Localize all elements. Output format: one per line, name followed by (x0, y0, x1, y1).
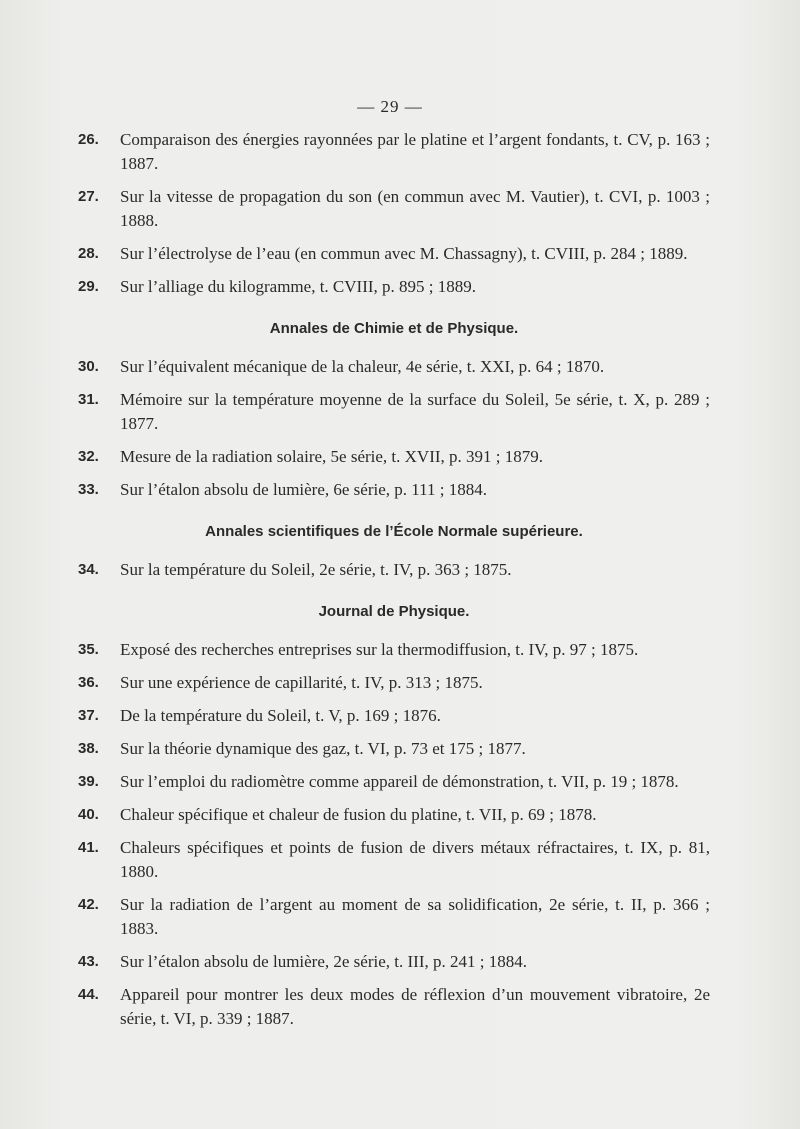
entry-number: 35. (78, 641, 99, 658)
entry-number: 41. (78, 839, 99, 856)
entry-number: 34. (78, 561, 99, 578)
entry-text: Mesure de la radiation solaire, 5e série, t. XVII, p. 391 ; 1879. (120, 447, 543, 466)
entry-number: 36. (78, 674, 99, 691)
entry-number: 31. (78, 391, 99, 408)
bibliography-entry (78, 950, 710, 974)
entry-text: Exposé des recherches entreprises sur la thermodiffusion, t. IV, p. 97 ; 1875. (120, 640, 639, 659)
entry-number: 42. (78, 896, 99, 913)
entry-text: Appareil pour montrer les deux modes de réflexion d’un mouvement vibratoire, 2e série, t. VI, p. 339 ; 1887. (120, 985, 710, 1028)
bibliography-entry (78, 185, 710, 233)
entry-text: Sur la vitesse de propagation du son (en commun avec M. Vautier), t. CVI, p. 1003 ; 1888. (120, 187, 710, 230)
entry-number: 39. (78, 773, 99, 790)
bibliography-list (78, 128, 710, 1040)
entry-number: 40. (78, 806, 99, 823)
entry-text: Sur la radiation de l’argent au moment de sa solidification, 2e série, t. II, p. 366 ; 1883. (120, 895, 710, 938)
bibliography-entry (78, 803, 710, 827)
entry-text: Sur l’emploi du radiomètre comme appareil de démonstration, t. VII, p. 19 ; 1878. (120, 772, 679, 791)
entry-text: Chaleur spécifique et chaleur de fusion du platine, t. VII, p. 69 ; 1878. (120, 805, 597, 824)
section-heading: Annales scientifiques de l’École Normale supérieure. (205, 523, 583, 540)
entry-text: Sur l’équivalent mécanique de la chaleur, 4e série, t. XXI, p. 64 ; 1870. (120, 357, 605, 376)
bibliography-entry (78, 128, 710, 176)
entry-number: 26. (78, 131, 99, 148)
entry-text: Sur une expérience de capillarité, t. IV, p. 313 ; 1875. (120, 673, 483, 692)
entry-number: 29. (78, 278, 99, 295)
entry-text: De la température du Soleil, t. V, p. 169 ; 1876. (120, 706, 441, 725)
entry-number: 37. (78, 707, 99, 724)
entry-text: Sur la théorie dynamique des gaz, t. VI, p. 73 et 175 ; 1877. (120, 739, 526, 758)
bibliography-entry (78, 242, 710, 266)
entry-number: 28. (78, 245, 99, 262)
entry-number: 43. (78, 953, 99, 970)
bibliography-entry (78, 671, 710, 695)
bibliography-entry (78, 983, 710, 1031)
entry-text: Mémoire sur la température moyenne de la surface du Soleil, 5e série, t. X, p. 289 ; 1877. (120, 390, 710, 433)
bibliography-entry (78, 893, 710, 941)
page-number: — 29 — (357, 97, 423, 116)
entry-text: Sur l’alliage du kilogramme, t. CVIII, p. 895 ; 1889. (120, 277, 476, 296)
entry-number: 33. (78, 481, 99, 498)
entry-text: Sur l’électrolyse de l’eau (en commun avec M. Chassagny), t. CVIII, p. 284 ; 1889. (120, 244, 688, 263)
entry-number: 32. (78, 448, 99, 465)
bibliography-entry (78, 388, 710, 436)
bibliography-entry (78, 638, 710, 662)
entry-text: Sur l’étalon absolu de lumière, 2e série, t. III, p. 241 ; 1884. (120, 952, 527, 971)
section-heading: Journal de Physique. (318, 603, 470, 620)
entry-number: 38. (78, 740, 99, 757)
bibliography-entry (78, 355, 710, 379)
bibliography-entry (78, 445, 710, 469)
bibliography-entry (78, 770, 710, 794)
entry-text: Sur l’étalon absolu de lumière, 6e série, p. 111 ; 1884. (120, 480, 487, 499)
section-heading: Annales de Chimie et de Physique. (269, 320, 519, 337)
bibliography-entry (78, 478, 710, 502)
bibliography-entry (78, 275, 710, 299)
bibliography-entry (78, 836, 710, 884)
entry-text: Sur la température du Soleil, 2e série, t. IV, p. 363 ; 1875. (120, 560, 512, 579)
entry-number: 27. (78, 188, 99, 205)
bibliography-entry (78, 704, 710, 728)
bibliography-entry (78, 737, 710, 761)
entry-text: Chaleurs spécifiques et points de fusion de divers métaux réfractaires, t. IX, p. 81, 1880. (120, 838, 710, 881)
entry-number: 30. (78, 358, 99, 375)
entry-text: Comparaison des énergies rayonnées par le platine et l’argent fondants, t. CV, p. 163 ; 1887. (120, 130, 710, 173)
bibliography-entry (78, 558, 710, 582)
entry-number: 44. (78, 986, 99, 1003)
